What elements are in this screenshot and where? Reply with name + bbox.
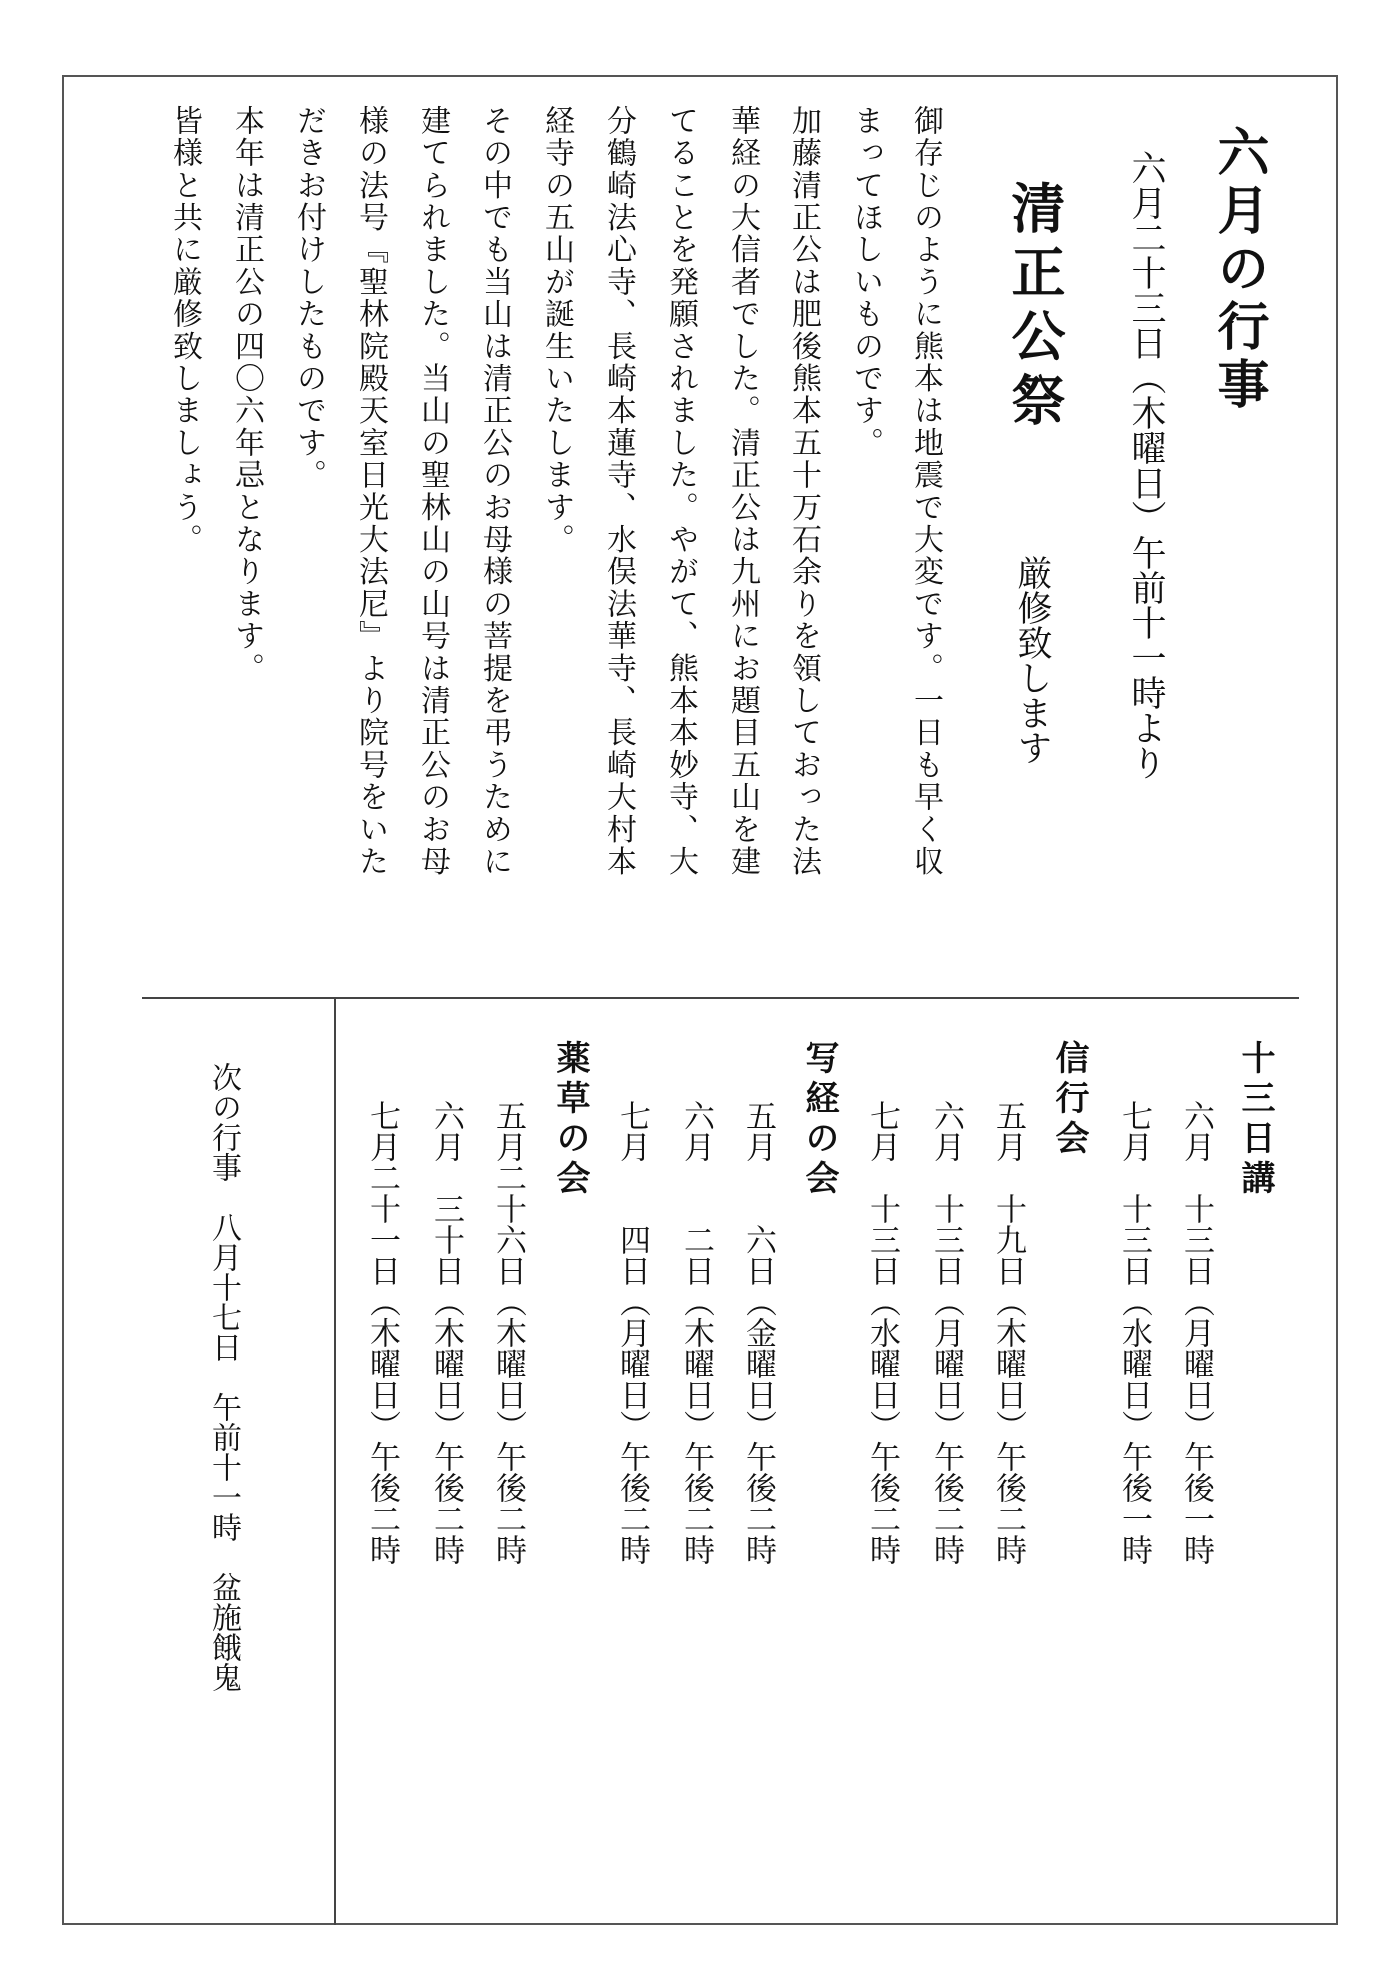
group-title-shakyo-kai: 写経の会 [799,1040,839,1200]
schedule-row: 六月 二日（木曜日）午後二時 [678,1100,714,1565]
group-title-13th-lecture: 十三日講 [1235,1040,1275,1200]
group-title-shingyo-kai: 信行会 [1049,1040,1089,1160]
schedule-row: 七月二十一日（木曜日）午後二時 [364,1100,400,1565]
section-divider-vertical [334,997,336,1925]
section-divider-horizontal [142,997,1299,999]
body-line: 分鶴崎法心寺、長崎本蓮寺、水俣法華寺、長崎大村本 [601,105,636,878]
body-line: 建てられました。当山の聖林山の山号は清正公のお母 [415,105,450,878]
group-title-yakuso-kai: 薬草の会 [550,1040,590,1200]
schedule-row: 六月 十三日（月曜日）午後二時 [928,1100,964,1565]
schedule-row: 七月 十三日（水曜日）午後一時 [1116,1100,1152,1565]
body-line: てることを発願されました。やがて、熊本本妙寺、大 [663,105,698,878]
body-line: だきお付けしたものです。 [291,105,326,492]
festival-date: 六月二十三日（木曜日）午前十一時より [1126,150,1166,780]
body-line: まってほしいものです。 [848,105,883,460]
schedule-row: 七月 四日（月曜日）午後二時 [614,1100,650,1565]
page-title: 六月の行事 [1208,125,1269,415]
schedule-row: 五月二十六日（木曜日）午後二時 [490,1100,526,1565]
festival-performed: 厳修致します [1012,555,1052,765]
body-line: 経寺の五山が誕生いたします。 [539,105,574,556]
body-line: 加藤清正公は肥後熊本五十万石余りを領しておった法 [786,105,821,878]
schedule-row: 七月 十三日（水曜日）午後二時 [864,1100,900,1565]
schedule-row: 五月 十九日（木曜日）午後二時 [990,1100,1026,1565]
schedule-row: 六月 十三日（月曜日）午後一時 [1178,1100,1214,1565]
body-line: 本年は清正公の四〇六年忌となります。 [229,105,264,685]
next-event: 次の行事 八月十七日 午前十一時 盆施餓鬼 [206,1062,241,1692]
body-line: その中でも当山は清正公のお母様の菩提を弔うために [477,105,512,878]
body-line: 華経の大信者でした。清正公は九州にお題目五山を建 [725,105,760,878]
festival-name: 清正公祭 [1003,180,1067,436]
body-line: 皆様と共に厳修致しましょう。 [167,105,202,556]
body-line: 御存じのように熊本は地震で大変です。一日も早く収 [908,105,943,878]
schedule-row: 五月 六日（金曜日）午後二時 [740,1100,776,1565]
body-line: 様の法号『聖林院殿天室日光大法尼』より院号をいた [353,105,388,878]
schedule-row: 六月 三十日（木曜日）午後二時 [428,1100,464,1565]
